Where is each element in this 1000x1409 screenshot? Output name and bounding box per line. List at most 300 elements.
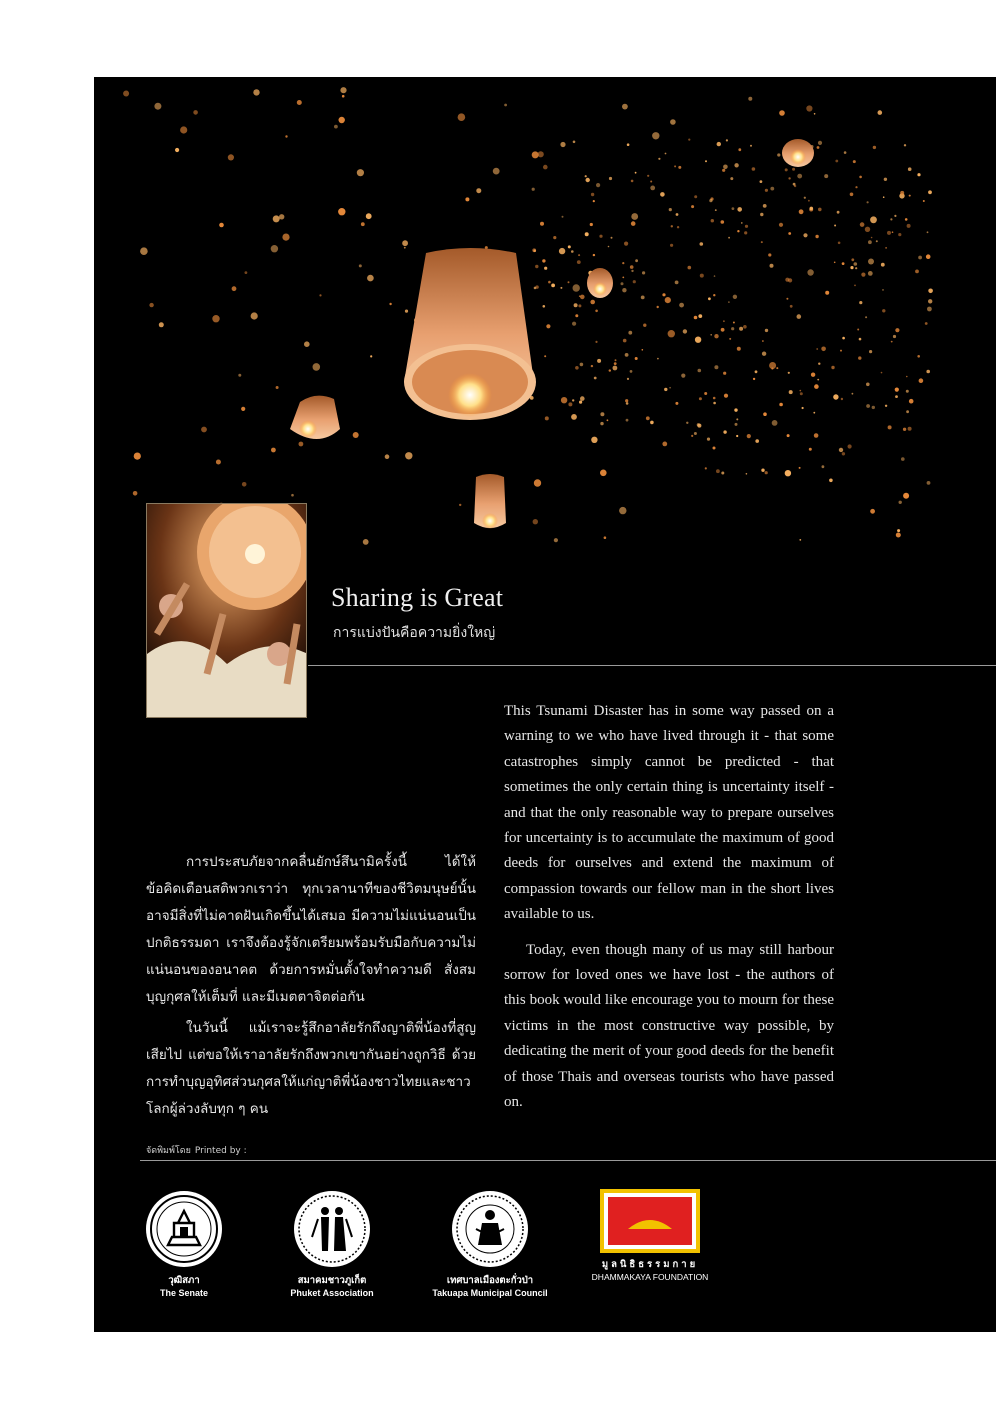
distant-lantern-dot (561, 397, 567, 403)
distant-lantern-dot (814, 433, 819, 438)
distant-lantern-dot (803, 233, 807, 237)
distant-lantern-dot (904, 144, 906, 146)
distant-lantern-dot (834, 225, 836, 227)
distant-lantern-dot (282, 234, 289, 241)
distant-lantern-dot (816, 348, 818, 350)
distant-lantern-dot (579, 401, 582, 404)
distant-lantern-dot (614, 362, 617, 365)
distant-lantern-dot (927, 231, 929, 233)
distant-lantern-dot (745, 225, 748, 228)
distant-lantern-dot (626, 419, 629, 422)
distant-lantern-dot (789, 390, 793, 394)
distant-lantern-dot (897, 529, 900, 532)
distant-lantern-dot (848, 444, 852, 448)
distant-lantern-dot (790, 305, 793, 308)
small-lantern-icon (587, 268, 613, 298)
distant-lantern-dot (752, 167, 756, 171)
distant-lantern-dot (885, 405, 887, 407)
distant-lantern-dot (633, 280, 636, 283)
distant-lantern-dot (868, 240, 872, 244)
distant-lantern-dot (859, 338, 862, 341)
distant-lantern-dot (334, 125, 338, 129)
distant-lantern-dot (894, 215, 896, 217)
distant-lantern-dot (728, 237, 730, 239)
distant-lantern-dot (861, 273, 865, 277)
thai-text-column (146, 849, 476, 1123)
distant-lantern-dot (895, 388, 899, 392)
distant-lantern-dot (772, 420, 778, 426)
distant-lantern-dot (909, 195, 911, 197)
distant-lantern-dot (709, 199, 712, 202)
distant-lantern-dot (837, 211, 840, 214)
distant-lantern-dot (631, 221, 636, 226)
distant-lantern-dot (575, 366, 579, 370)
distant-lantern-dot (927, 307, 932, 312)
distant-lantern-dot (546, 324, 550, 328)
distant-lantern-dot (669, 208, 672, 211)
distant-lantern-dot (882, 289, 884, 291)
distant-lantern-dot (568, 281, 570, 283)
distant-lantern-dot (532, 248, 536, 252)
distant-lantern-dot (850, 193, 854, 197)
distant-lantern-dot (535, 265, 538, 268)
distant-lantern-dot (829, 479, 833, 483)
distant-lantern-dot (591, 365, 593, 367)
distant-lantern-dot (622, 262, 624, 264)
distant-lantern-dot (540, 222, 544, 226)
distant-lantern-dot (543, 305, 546, 308)
distant-lantern-dot (797, 174, 802, 179)
distant-lantern-dot (628, 331, 632, 335)
distant-lantern-dot (674, 165, 676, 167)
page-subtitle-thai: การแบ่งปันคือความยิ่งใหญ่ (333, 625, 496, 641)
distant-lantern-dot (643, 324, 646, 327)
distant-lantern-dot (359, 264, 362, 267)
distant-lantern-dot (866, 404, 870, 408)
distant-lantern-dot (251, 312, 258, 319)
distant-lantern-dot (853, 160, 856, 163)
distant-lantern-dot (299, 442, 304, 447)
english-text-column (504, 699, 834, 1116)
distant-lantern-dot (800, 390, 802, 392)
distant-lantern-dot (389, 303, 391, 305)
distant-lantern-dot (571, 250, 574, 253)
distant-lantern-dot (600, 470, 607, 477)
distant-lantern-dot (574, 303, 578, 307)
distant-lantern-dot (717, 142, 721, 146)
distant-lantern-dot (669, 387, 671, 389)
distant-lantern-dot (560, 142, 565, 147)
distant-lantern-dot (631, 270, 633, 272)
distant-lantern-dot (857, 329, 859, 331)
distant-lantern-dot (580, 396, 585, 401)
distant-lantern-dot (613, 366, 618, 371)
distant-lantern-dot (909, 399, 914, 404)
distant-lantern-dot (888, 425, 892, 429)
distant-lantern-dot (839, 448, 843, 452)
distant-lantern-dot (370, 355, 372, 357)
distant-lantern-dot (905, 218, 908, 221)
distant-lantern-dot (545, 416, 549, 420)
distant-lantern-dot (385, 454, 390, 459)
distant-lantern-dot (723, 320, 725, 322)
distant-lantern-dot (917, 355, 920, 358)
distant-lantern-dot (895, 395, 898, 398)
distant-lantern-dot (635, 172, 637, 174)
distant-lantern-dot (926, 254, 931, 259)
distant-lantern-dot (851, 258, 854, 261)
distant-lantern-dot (859, 176, 862, 179)
distant-lantern-dot (631, 180, 634, 183)
distant-lantern-dot (553, 236, 556, 239)
distant-lantern-dot (868, 271, 873, 276)
distant-lantern-dot (779, 223, 783, 227)
distant-lantern-dot (405, 452, 412, 459)
distant-lantern-dot (657, 358, 659, 360)
distant-lantern-dot (928, 299, 932, 303)
distant-lantern-dot (154, 103, 161, 110)
distant-lantern-dot (559, 248, 565, 254)
distant-lantern-dot (728, 301, 730, 303)
distant-lantern-dot (123, 91, 129, 97)
distant-lantern-dot (730, 177, 733, 180)
distant-lantern-dot (591, 437, 597, 443)
distant-lantern-dot (815, 235, 818, 238)
distant-lantern-dot (630, 265, 634, 269)
distant-lantern-dot (855, 186, 857, 188)
distant-lantern-dot (737, 230, 739, 232)
distant-lantern-dot (831, 366, 834, 369)
distant-lantern-dot (590, 223, 593, 226)
distant-lantern-dot (134, 453, 141, 460)
distant-lantern-dot (626, 402, 629, 405)
distant-lantern-dot (681, 374, 685, 378)
dhammakaya-logo-icon (600, 1189, 700, 1253)
distant-lantern-dot (353, 432, 359, 438)
distant-lantern-dot (737, 347, 741, 351)
distant-lantern-dot (760, 180, 763, 183)
distant-lantern-dot (908, 427, 912, 431)
distant-lantern-dot (793, 183, 796, 186)
distant-lantern-dot (342, 95, 345, 98)
distant-lantern-dot (568, 245, 571, 248)
distant-lantern-dot (765, 471, 768, 474)
distant-lantern-dot (895, 328, 899, 332)
distant-lantern-dot (788, 278, 792, 282)
distant-lantern-dot (737, 207, 742, 212)
distant-lantern-dot (367, 275, 374, 282)
distant-lantern-dot (901, 457, 905, 461)
distant-lantern-dot (854, 285, 856, 287)
distant-lantern-dot (776, 367, 778, 369)
distant-lantern-dot (625, 353, 629, 357)
logo-phuket-association: สมาคมชาวภูเก็ต Phuket Association (252, 1189, 412, 1298)
small-lantern-icon (782, 139, 814, 167)
distant-lantern-dot (402, 240, 408, 246)
distant-lantern-dot (657, 306, 659, 308)
distant-lantern-dot (404, 247, 406, 249)
distant-lantern-dot (279, 214, 284, 219)
distant-lantern-dot (915, 270, 919, 274)
thai-paragraph: การประสบภัยจากคลื่นยักษ์สึนามิครั้งนี้ ได้ให้ข้อคิดเตือนสติพวกเราว่า ทุกเวลานาทีของชีวิตมนุษย์นั้น อาจมีสิ่งที่ไม่คาดฝันเกิดขึ้นได้เสมอ มีความไม่แน่นอนเป็นปกติธรรมดา เราจึงต้องรู้จักเตรียมพร้อมรับมือกับความไม่แน่นอนของอนาคต ด้วยการหมั่นตั้งใจทำความดี สั่งสมบุญกุศลให้เต็มที่ และมีเมตตาจิตต่อกัน (146, 854, 476, 1005)
distant-lantern-dot (465, 197, 469, 201)
distant-lantern-dot (747, 434, 751, 438)
distant-lantern-dot (560, 287, 562, 289)
distant-lantern-dot (580, 295, 585, 300)
distant-lantern-dot (903, 493, 909, 499)
distant-lantern-dot (810, 207, 814, 211)
people-releasing-lantern-photo (146, 503, 307, 718)
distant-lantern-dot (859, 301, 862, 304)
distant-lantern-dot (743, 325, 747, 329)
distant-lantern-dot (621, 282, 624, 285)
distant-lantern-dot (458, 113, 466, 121)
distant-lantern-dot (678, 166, 681, 169)
distant-lantern-dot (572, 399, 574, 401)
distant-lantern-dot (405, 310, 408, 313)
distant-lantern-dot (818, 208, 822, 212)
distant-lantern-dot (572, 322, 576, 326)
distant-lantern-dot (585, 232, 589, 236)
distant-lantern-dot (769, 362, 776, 369)
senate-seal-icon (144, 1189, 224, 1269)
distant-lantern-dot (631, 213, 638, 220)
distant-lantern-dot (891, 341, 893, 343)
distant-lantern-dot (716, 469, 720, 473)
distant-lantern-dot (245, 271, 248, 274)
distant-lantern-dot (721, 472, 724, 475)
distant-lantern-dot (724, 394, 728, 398)
distant-lantern-dot (884, 178, 887, 181)
distant-lantern-dot (841, 398, 843, 400)
printed-by-label: จัดพิมพ์โดย Printed by : (146, 1146, 247, 1156)
distant-lantern-dot (834, 262, 836, 264)
distant-lantern-dot (694, 316, 698, 320)
distant-lantern-dot (738, 148, 741, 151)
distant-lantern-dot (799, 467, 801, 469)
distant-lantern-dot (708, 297, 711, 300)
distant-lantern-dot (892, 231, 894, 233)
distant-lantern-dot (580, 363, 584, 367)
distant-lantern-dot (548, 281, 551, 284)
distant-lantern-dot (611, 237, 613, 239)
distant-lantern-dot (650, 186, 655, 191)
distant-lantern-dot (594, 377, 597, 380)
distant-lantern-dot (860, 222, 865, 227)
distant-lantern-dot (607, 419, 609, 421)
distant-lantern-dot (642, 349, 644, 351)
distant-lantern-dot (652, 132, 659, 139)
distant-lantern-dot (713, 402, 716, 405)
distant-lantern-dot (907, 224, 911, 228)
distant-lantern-dot (683, 329, 687, 333)
distant-lantern-dot (228, 154, 234, 160)
distant-lantern-dot (833, 394, 838, 399)
distant-lantern-dot (504, 104, 507, 107)
distant-lantern-dot (881, 372, 883, 374)
distant-lantern-dot (609, 369, 611, 371)
distant-lantern-dot (363, 539, 369, 545)
takuapa-seal-icon (450, 1189, 530, 1269)
distant-lantern-dot (542, 259, 545, 262)
distant-lantern-dot (714, 334, 718, 338)
distant-lantern-dot (906, 410, 909, 413)
distant-lantern-dot (532, 151, 539, 158)
distant-lantern-dot (807, 269, 813, 275)
distant-lantern-dot (811, 373, 815, 377)
distant-lantern-dot (149, 303, 153, 307)
distant-lantern-dot (596, 183, 600, 187)
distant-lantern-dot (668, 330, 675, 337)
distant-lantern-dot (665, 297, 671, 303)
distant-lantern-dot (731, 327, 734, 330)
distant-lantern-dot (838, 242, 841, 245)
distant-lantern-dot (219, 223, 224, 228)
distant-lantern-dot (704, 392, 707, 395)
distant-lantern-dot (850, 266, 853, 269)
distant-lantern-dot (726, 139, 728, 141)
distant-lantern-dot (739, 327, 743, 331)
distant-lantern-dot (869, 350, 872, 353)
distant-lantern-dot (304, 341, 310, 347)
distant-lantern-dot (746, 473, 748, 475)
distant-lantern-dot (777, 153, 780, 156)
distant-lantern-dot (763, 204, 767, 208)
distant-lantern-dot (809, 448, 812, 451)
distant-lantern-dot (917, 173, 920, 176)
distant-lantern-dot (609, 177, 612, 180)
distant-lantern-dot (761, 469, 764, 472)
distant-lantern-dot (779, 110, 785, 116)
distant-lantern-dot (664, 388, 667, 391)
distant-lantern-dot (476, 188, 481, 193)
distant-lantern-dot (658, 158, 660, 160)
distant-lantern-dot (867, 201, 869, 203)
distant-lantern-dot (676, 213, 679, 216)
distant-lantern-dot (586, 178, 590, 182)
phuket-association-seal-icon (292, 1189, 372, 1269)
distant-lantern-dot (885, 247, 887, 249)
distant-lantern-dot (493, 168, 500, 175)
distant-lantern-dot (238, 374, 241, 377)
distant-lantern-dot (686, 422, 688, 424)
distant-lantern-dot (872, 406, 875, 409)
distant-lantern-dot (753, 378, 755, 380)
distant-lantern-dot (597, 359, 601, 363)
distant-lantern-dot (824, 174, 828, 178)
distant-lantern-dot (599, 235, 602, 238)
distant-lantern-dot (241, 407, 245, 411)
distant-lantern-dot (770, 264, 774, 268)
distant-lantern-dot (534, 479, 541, 486)
distant-lantern-dot (878, 110, 883, 115)
distant-lantern-dot (534, 287, 537, 290)
distant-lantern-dot (713, 447, 716, 450)
distant-lantern-dot (792, 168, 795, 171)
distant-lantern-dot (699, 397, 702, 400)
distant-lantern-dot (825, 291, 829, 295)
distant-lantern-dot (732, 207, 735, 210)
distant-lantern-dot (741, 222, 743, 224)
distant-lantern-dot (723, 165, 728, 170)
distant-lantern-dot (736, 418, 738, 420)
distant-lantern-dot (276, 386, 279, 389)
distant-lantern-dot (532, 188, 535, 191)
distant-lantern-dot (814, 113, 816, 115)
distant-lantern-dot (619, 507, 626, 514)
distant-lantern-dot (705, 160, 707, 162)
distant-lantern-dot (763, 412, 767, 416)
distant-lantern-dot (818, 141, 822, 145)
distant-lantern-dot (573, 141, 576, 144)
distant-lantern-dot (319, 294, 321, 296)
distant-lantern-dot (923, 200, 925, 202)
distant-lantern-dot (670, 119, 676, 125)
page-title: Sharing is Great (331, 583, 504, 612)
distant-lantern-dot (630, 370, 633, 373)
poster-panel (94, 77, 996, 1332)
distant-lantern-dot (544, 267, 547, 270)
distant-lantern-dot (357, 169, 364, 176)
distant-lantern-dot (595, 341, 597, 343)
distant-lantern-dot (821, 347, 826, 352)
distant-lantern-dot (858, 356, 861, 359)
distant-lantern-dot (691, 435, 693, 437)
distant-lantern-dot (906, 390, 909, 393)
distant-lantern-dot (635, 357, 638, 360)
distant-lantern-dot (840, 350, 842, 352)
distant-lantern-dot (193, 110, 198, 115)
distant-lantern-dot (822, 465, 825, 468)
distant-lantern-dot (762, 352, 766, 356)
english-paragraph: Today, even though many of us may still harbour sorrow for loved ones we have lost - the authors of this book would like encourage you to mourn for these victims in the most constructive way possible, by dedicating the merit of your good deeds for the benefit of those Thais and overseas tourists who have passed on. (504, 941, 834, 1111)
distant-lantern-dot (866, 383, 870, 387)
distant-lantern-dot (868, 259, 874, 265)
distant-lantern-dot (871, 237, 873, 239)
distant-lantern-dot (361, 222, 365, 226)
distant-lantern-dot (765, 189, 768, 192)
footer-divider (140, 1160, 996, 1161)
distant-lantern-dot (770, 187, 774, 191)
distant-lantern-dot (735, 423, 738, 426)
distant-lantern-dot (175, 148, 179, 152)
distant-lantern-dot (893, 335, 896, 338)
logo-takuapa-municipal-council: เทศบาลเมืองตะกั่วป่า Takuapa Municipal Council (410, 1189, 570, 1298)
distant-lantern-dot (755, 370, 758, 373)
distant-lantern-dot (650, 421, 654, 425)
thai-paragraph: ในวันนี้ แม้เราจะรู้สึกอาลัยรักถึงญาติพี่น้องที่สูญเสียไป แต่ขอให้เราอาลัยรักถึงพวกเขากันอย่างถูกวิธี ด้วยการทำบุญอุทิศส่วนกุศลให้แก่ญาติพี่น้องชาวไทยและชาวโลกผู้ล่วงลับทุก ๆ คน (146, 1020, 476, 1117)
distant-lantern-dot (662, 293, 665, 296)
distant-lantern-dot (700, 274, 704, 278)
distant-lantern-dot (750, 145, 752, 147)
distant-lantern-dot (903, 428, 906, 431)
distant-lantern-dot (707, 438, 710, 441)
distant-lantern-dot (291, 494, 294, 497)
distant-lantern-dot (787, 434, 790, 437)
distant-lantern-dot (896, 533, 901, 538)
distant-lantern-dot (800, 392, 803, 395)
distant-lantern-dot (870, 216, 877, 223)
large-lantern-icon (404, 248, 536, 420)
distant-lantern-dot (573, 284, 580, 291)
distant-lantern-dot (906, 376, 908, 378)
distant-lantern-dot (366, 213, 372, 219)
distant-lantern-dot (700, 242, 704, 246)
distant-lantern-dot (744, 231, 747, 234)
distant-lantern-dot (313, 363, 321, 371)
distant-lantern-dot (927, 481, 931, 485)
distant-lantern-dot (736, 435, 738, 437)
